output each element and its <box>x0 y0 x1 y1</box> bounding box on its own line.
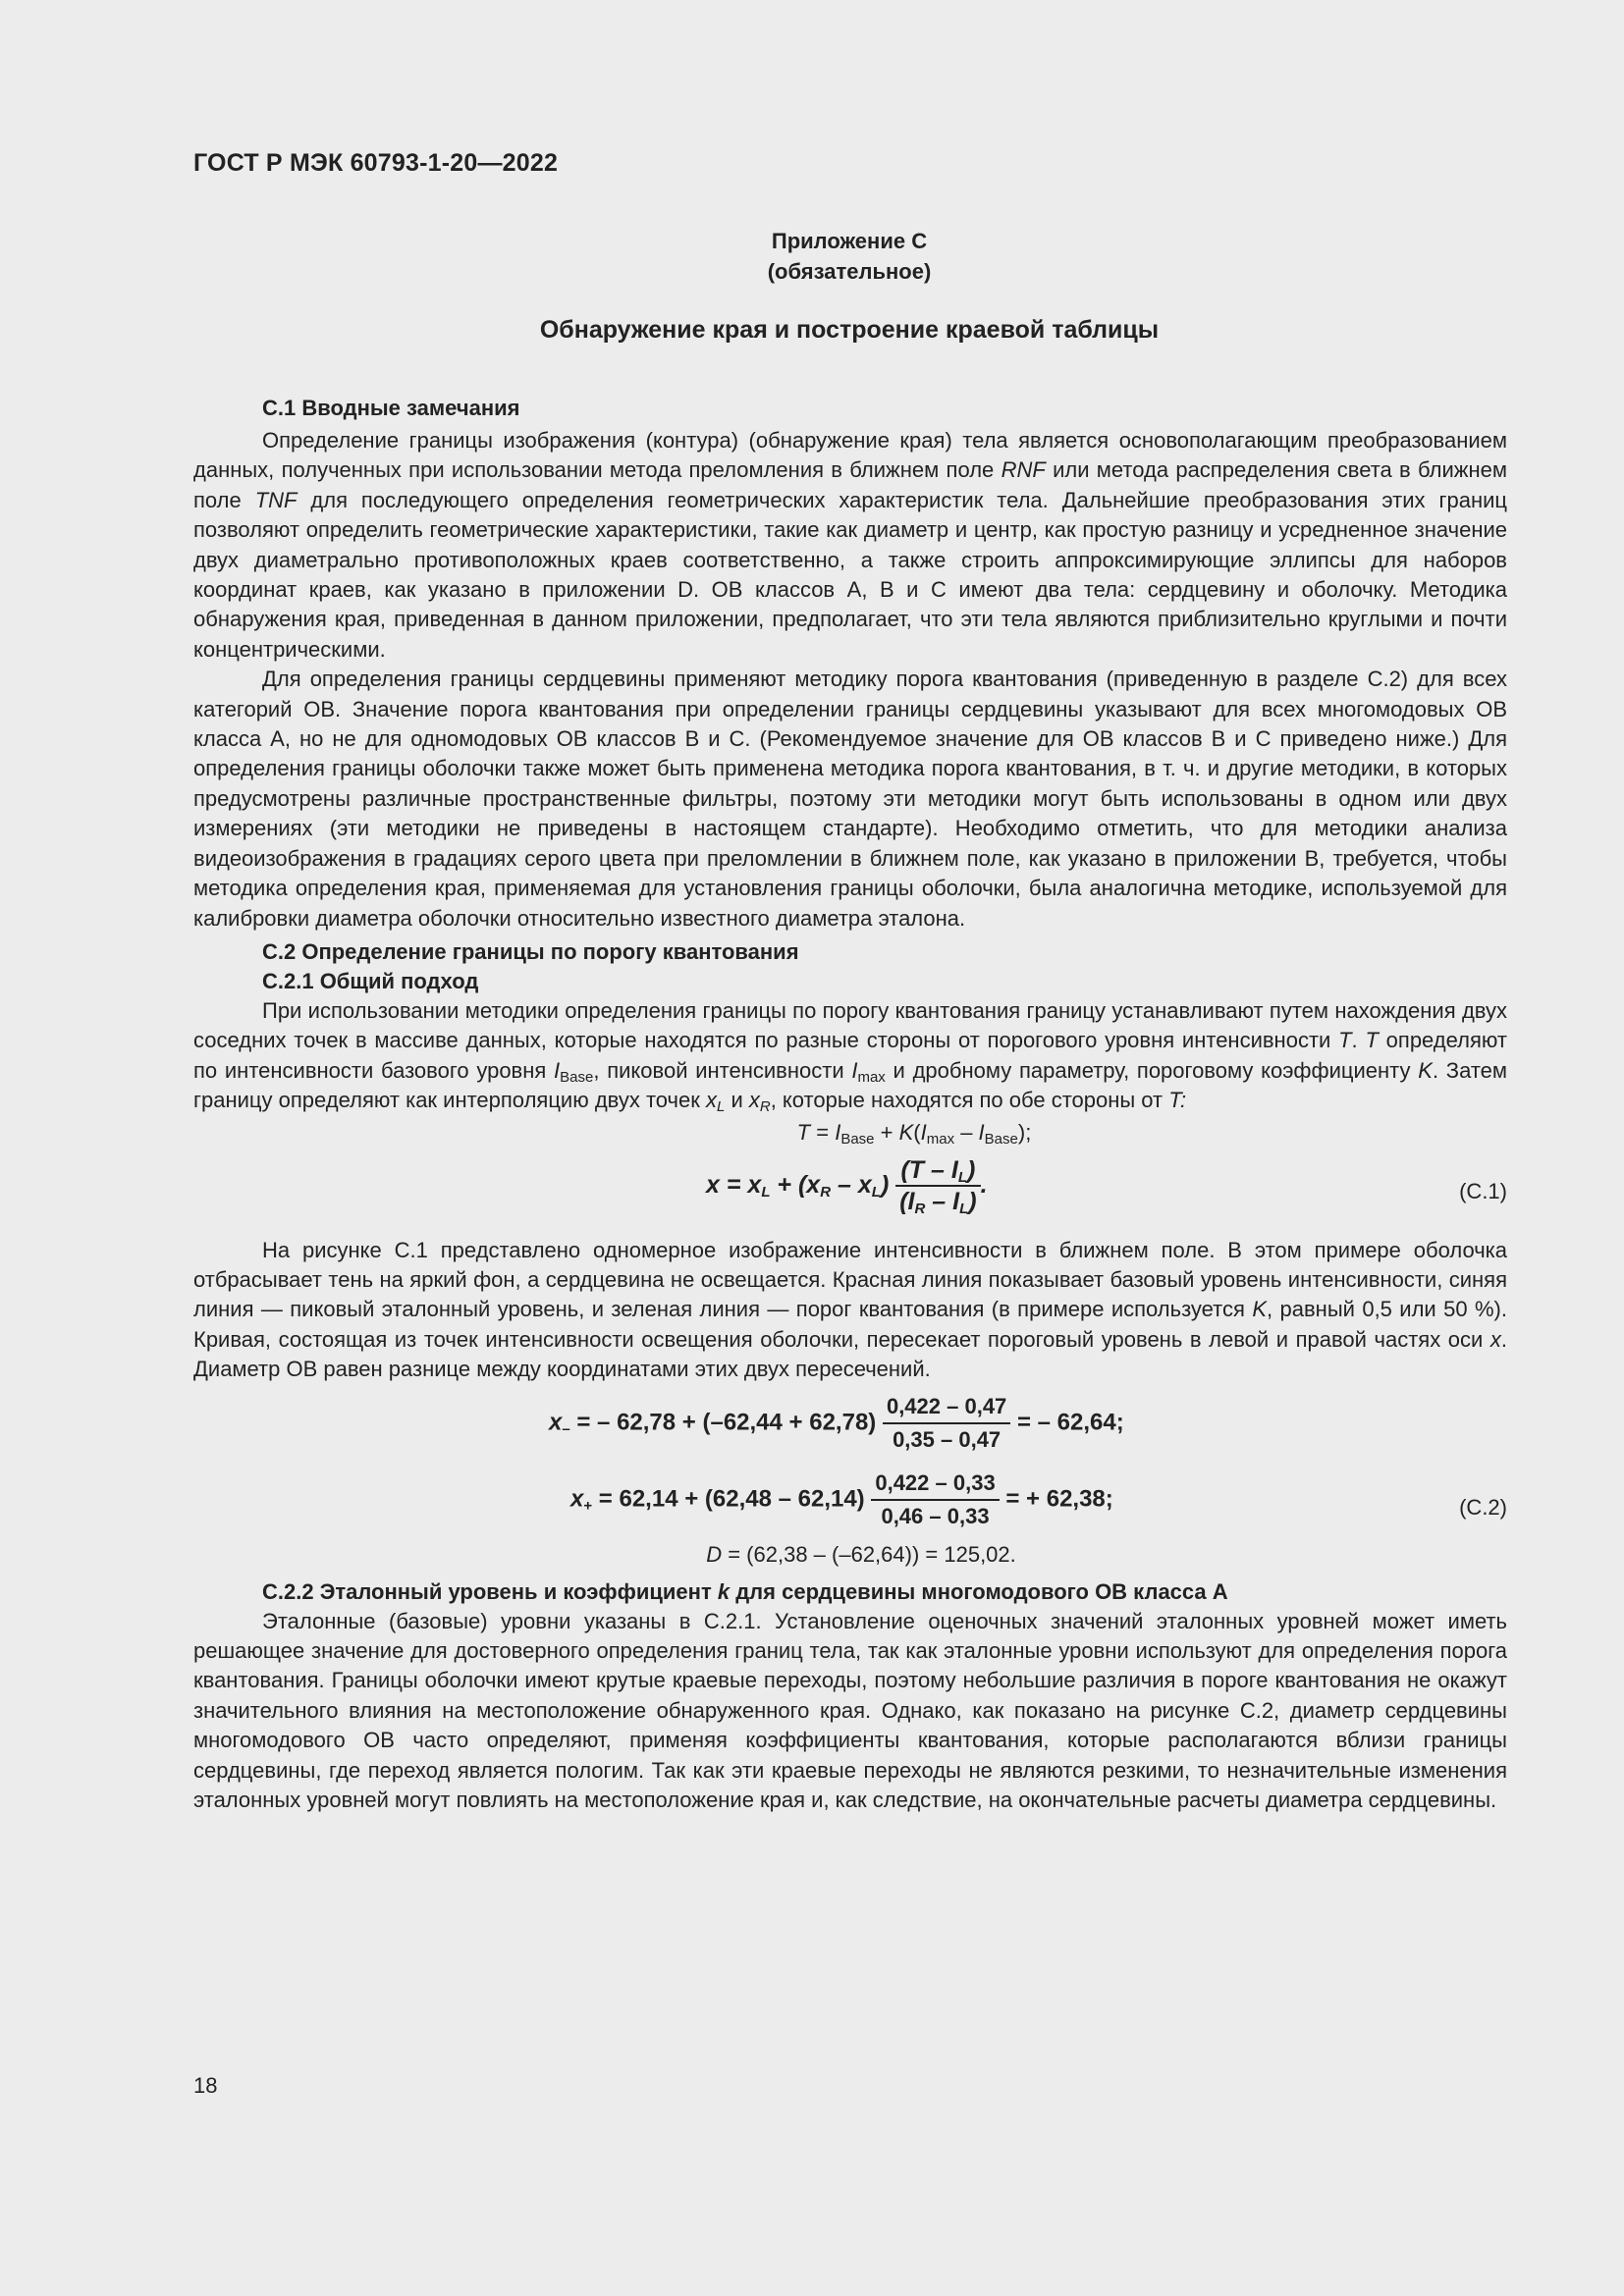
section-c1-paragraph-1: Определение границы изображения (контура) (обнаружение края) тела является основополагающим преобразованием данных, полученных при использовании метода преломления в ближнем поле RNF или метода распределения света в ближнем поле TNF для последующего определения геометрических характеристик тела. Дальнейшие преобразования этих границ позволяют определить геометрические характеристики, такие как диаметр и центр, как простую разницу и усредненное значение двух диаметрально противоположных краев соответственно, а также строить аппроксимирующие эллипсы для наборов координат краев, как указано в приложении D. ОВ классов А, В и С имеют два тела: сердцевину и оболочку. Методика обнаружения края, приведенная в данном приложении, предполагает, что эти тела являются приблизительно круглыми и почти концентрическими. <box>193 428 1508 662</box>
formula-x-plus-fraction: $\frac{0,422 - 0,33}{0,46 - 0,33}$ <box>871 1468 999 1532</box>
equation-number-c1: (С.1) <box>1459 1178 1507 1203</box>
appendix-heading <box>0 226 1624 287</box>
document-body <box>193 391 1507 1815</box>
formula-x-minus: $x_-$ = – 62,78 + (–62,44 + 62,78) $\frac{0,422 - 0,47}{0,35 - 0,47}$ = – 62,64; <box>193 1391 1507 1475</box>
appendix-label: Приложение С <box>771 229 928 253</box>
section-c22-paragraph-1: Эталонные (базовые) уровни указаны в С.2.1. Установление оценочных значений эталонных уровней может иметь решающее значение для достоверного определения границ тела, так как эталонные уровни используют для определения порога квантования. Границы оболочки имеют крутые краевые переходы, поэтому небольшие различия в пороге квантования не окажут значительного влияния на местоположение обнаруженного края. Однако, как показано на рисунке С.2, диаметр сердцевины многомодового ОВ часто определяют, применяя коэффициенты квантования, которые располагаются вблизи границы сердцевины, где переход является пологим. Так как эти краевые переходы не являются резкими, то незначительные изменения эталонных уровней могут повлиять на местоположение края и, как следствие, на окончательные расчеты диаметра сердцевины. <box>193 1608 1507 1812</box>
document-header: ГОСТ Р МЭК 60793-1-20—2022 <box>193 149 559 177</box>
formula-threshold: $T = I_{Base} + K(I_{max} - I_{Base})$; <box>796 1119 1032 1148</box>
section-c21-paragraph-2: На рисунке С.1 представлено одномерное изображение интенсивности в ближнем поле. В этом примере оболочка отбрасывает тень на яркий фон, а сердцевина не освещается. Красная линия показывает базовый уровень интенсивности, синяя линия — пиковый эталонный уровень, и зеленая линия — порог квантования (в примере используется K, равный 0,5 или 50 %). Кривая, состоящая из точек интенсивности освещения оболочки, пересекает пороговый уровень в левой и правой частях оси x. Диаметр ОВ равен разнице между координатами этих двух пересечений. <box>193 1237 1507 1382</box>
appendix-title: Обнаружение края и построение краевой таблицы <box>539 316 1160 344</box>
section-c21-paragraph-1: При использовании методики определения границы по порогу квантования границу устанавливают путем нахождения двух соседних точек в массиве данных, которые находятся по разные стороны от порогового уровня интенсивности T. T определяют по интенсивности базового уровня $I_{Base}$, пиковой интенсивности $I_{max}$ и дробному параметру, пороговому коэффициенту K. Затем границу определяют как интерполяцию двух точек $x_L$ и $x_R$, которые находятся по обе стороны от T: <box>193 997 1508 1116</box>
appendix-status: (обязательное) <box>767 259 932 284</box>
formula-diameter: D = (62,38 – (–62,64)) = 125,02. <box>706 1541 1016 1567</box>
section-c22-heading: С.2.2 Эталонный уровень и коэффициент k для сердцевины многомодового ОВ класса А <box>262 1578 1228 1604</box>
section-c1-paragraph-2: Для определения границы сердцевины применяют методику порога квантования (приведенную в разделе С.2) для всех категорий ОВ. Значение порога квантования при определении границы сердцевины указывают для всех многомодовых ОВ класса А, но не для одномодовых ОВ классов В и С. (Рекомендуемое значение для ОВ классов В и С приведено ниже.) Для определения границы оболочки также может быть применена методика порога квантования, в т. ч. и другие методики, в которых предусмотрены различные пространственные фильтры, поэтому эти методики могут быть использованы в одном или двух измерениях (эти методики не приведены в настоящем стандарте). Необходимо отметить, что для методики анализа видеоизображения в градациях серого цвета при преломлении в ближнем поле, как указано в приложении В, требуется, чтобы методика определения края, применяемая для установления границы оболочки, была аналогична методике, используемой для калибровки диаметра оболочки относительно известного диаметра эталона. <box>193 667 1507 931</box>
formula-c1-fraction: $\frac{(T - I_L)}{(I_R - I_L)}$ <box>895 1155 980 1217</box>
formula-c1-body: $x = x_L + (x_R - x_L)$ $\frac{(T - I_L)}{(I_R - I_L)}$ . <box>706 1155 988 1217</box>
section-c2-heading: С.2 Определение границы по порогу квантования <box>262 938 799 964</box>
formula-x-plus: $x_+ = 62,14 + (62,48 - 62,14)$ $\frac{0,422 - 0,33}{0,46 - 0,33}$ = + 62,38; (С.2) <box>193 1468 1507 1552</box>
section-c21-heading: С.2.1 Общий подход <box>262 968 479 993</box>
section-c1-heading: С.1 Вводные замечания <box>262 396 520 420</box>
page-number: 18 <box>193 2073 218 2098</box>
formula-c1 <box>193 1151 1507 1228</box>
equation-number-c2: (С.2) <box>1459 1494 1507 1520</box>
formula-x-minus-fraction: $\frac{0,422 - 0,47}{0,35 - 0,47}$ <box>883 1391 1010 1456</box>
